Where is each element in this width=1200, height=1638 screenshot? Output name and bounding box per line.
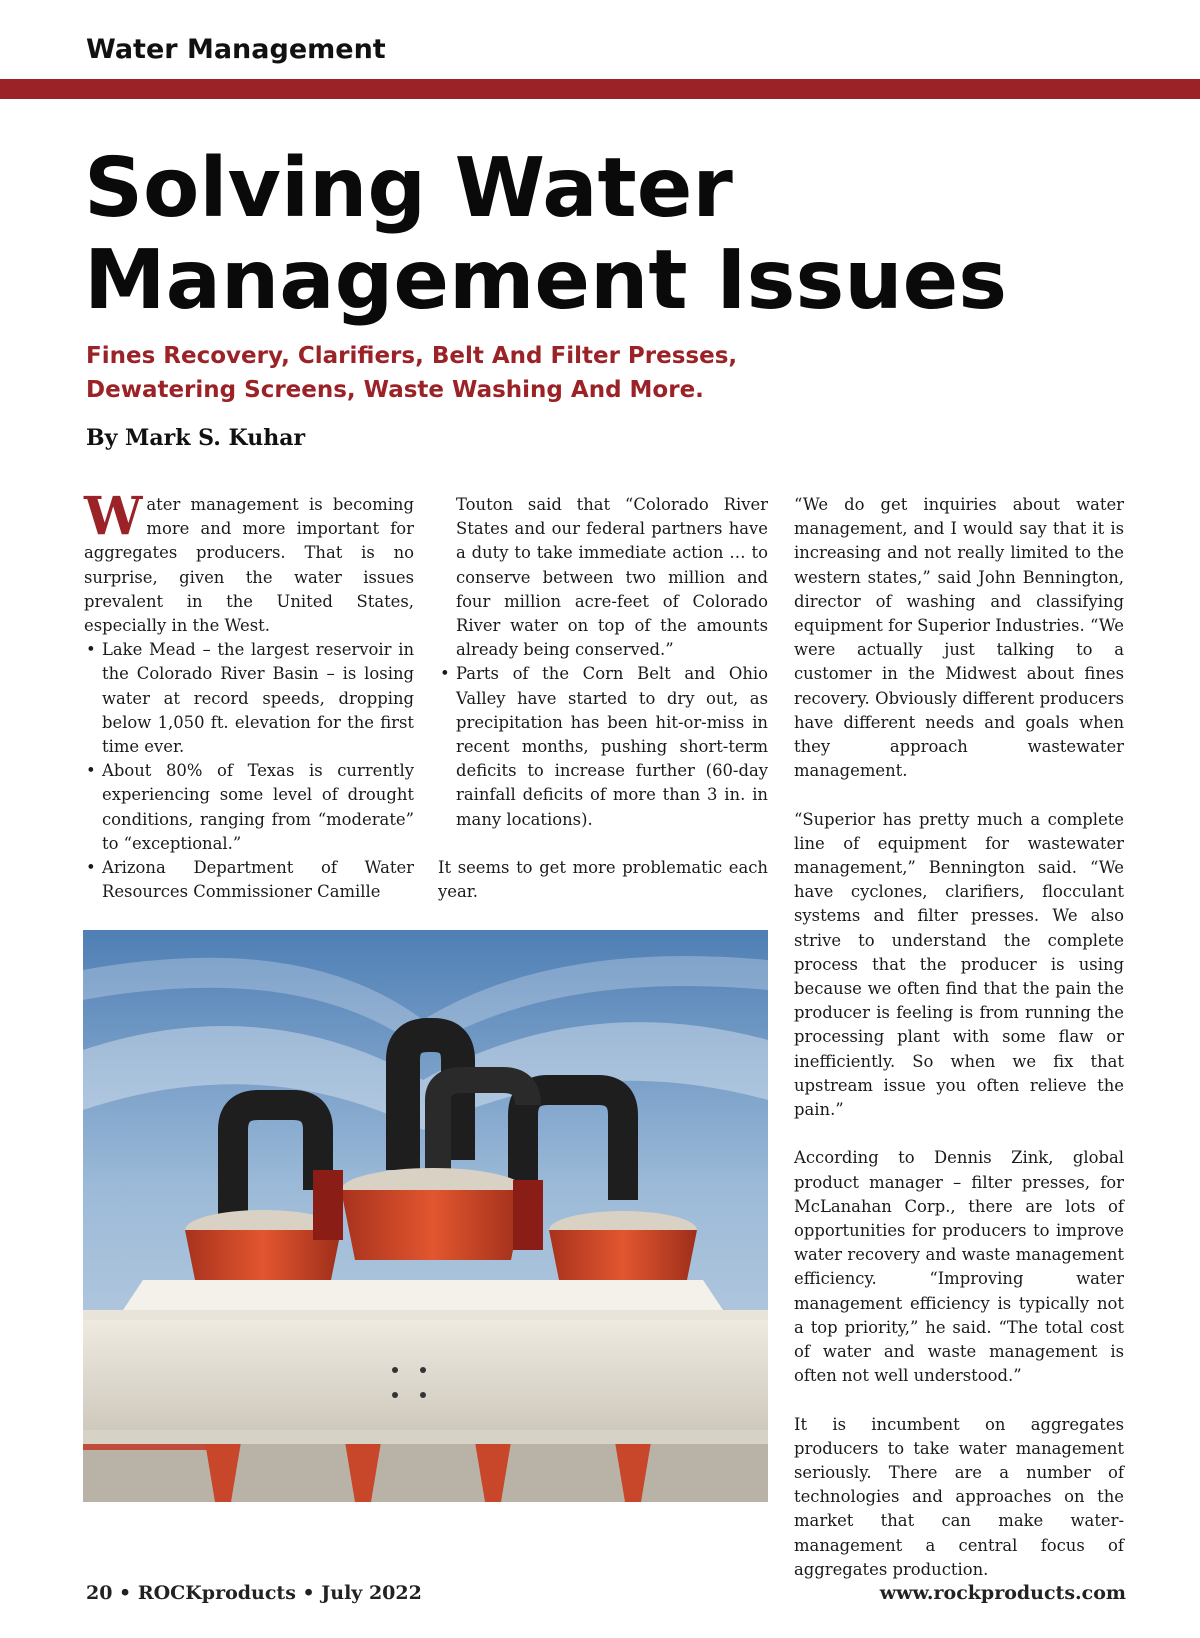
intro-paragraph xyxy=(84,486,414,638)
drop-cap: W xyxy=(84,486,143,547)
column-3 xyxy=(794,493,1124,1582)
deck-line-2: Dewatering Screens, Waste Washing And More. xyxy=(86,377,704,403)
bullet-item: • Arizona Department of Water Resources Commissioner Camille xyxy=(84,856,414,904)
website-url: www.rockproducts.com xyxy=(879,1582,1126,1604)
column-2 xyxy=(438,493,768,904)
column-1 xyxy=(84,486,414,904)
bullet-item: • Parts of the Corn Belt and Ohio Valley have started to dry out, as precipitation has been hit-or-miss in recent months, pushing short-term deficits to increase further (60-day rainfall deficits of more than 3 in. in many locations). xyxy=(438,662,768,831)
section-label: Water Management xyxy=(86,34,386,65)
intro-text: ater management is becoming more and more important for aggregates producers. That is no surprise, given the water issues prevalent in the United States, especially in the West. xyxy=(84,495,414,636)
paragraph: “We do get inquiries about water management, and I would say that it is increasing and not really limited to the western states,” said John Bennington, director of washing and classifying equipment for Superior Industries. “We were actually just talking to a customer in the Midwest about fines recovery. Obviously different producers have different needs and goals when they approach wastewater management. xyxy=(794,495,1124,781)
deck-line-1: Fines Recovery, Clarifiers, Belt And Filter Presses, xyxy=(86,343,738,369)
article-deck xyxy=(86,339,737,407)
paragraph: It is incumbent on aggregates producers to take water management seriously. There are a number of technologies and approaches on the market that can make water-management a central focus of aggregates production. xyxy=(794,1414,1124,1579)
article-title xyxy=(84,143,1007,327)
paragraph: According to Dennis Zink, global product manager – filter presses, for McLanahan Corp., there are lots of opportunities for producers to improve water recovery and waste management efficiency. “Improving water management efficiency is typically not a top priority,” he said. “The total cost of water and waste management is often not well understood.” xyxy=(794,1148,1124,1386)
continued-bullets xyxy=(438,493,768,832)
header-rule xyxy=(0,79,1200,99)
paragraph: “Superior has pretty much a complete line of equipment for wastewater management,” Bennington said. “We have cyclones, clarifiers, flocculant systems and filter presses. We also strive to understand the complete process that the producer is using because we often find that the pain the producer is feeling is from running the processing plant with some flaw or inefficiently. So when we fix that upstream issue you often relieve the pain.” xyxy=(794,809,1124,1120)
title-line-2: Management Issues xyxy=(84,233,1008,328)
equipment-photo xyxy=(83,930,768,1502)
bullet-item: • Lake Mead – the largest reservoir in the Colorado River Basin – is losing water at record speeds, dropping below 1,050 ft. elevation for the first time ever. xyxy=(84,638,414,759)
closing-paragraph: It seems to get more problematic each year. xyxy=(438,858,768,902)
drought-bullets xyxy=(84,638,414,904)
folio: 20 • ROCKproducts • July 2022 xyxy=(86,1582,422,1604)
bullet-continuation: Touton said that “Colorado River States and our federal partners have a duty to take immediate action … to conserve between two million and four million acre-feet of Colorado River water on top of the amounts already being conserved.” xyxy=(456,495,768,660)
byline: By Mark S. Kuhar xyxy=(86,425,306,451)
bullet-item: • About 80% of Texas is currently experiencing some level of drought conditions, ranging from “moderate” to “exceptional.” xyxy=(84,759,414,856)
title-line-1: Solving Water xyxy=(84,141,733,236)
